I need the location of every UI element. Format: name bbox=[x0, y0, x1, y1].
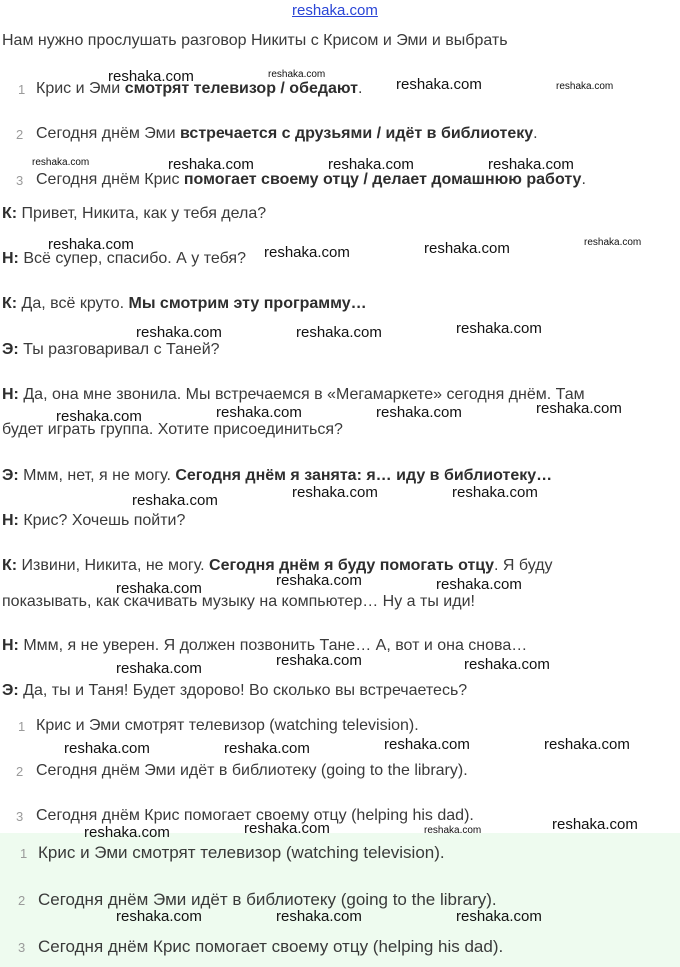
dialogue-line-cont: будет играть группа. Хотите присоединиться? bbox=[2, 421, 343, 438]
final-answer-2: Сегодня днём Эми идёт в библиотеку (going to the library). bbox=[38, 890, 497, 909]
watermark: reshaka.com bbox=[116, 580, 202, 597]
watermark: reshaka.com bbox=[436, 576, 522, 593]
intro-text: Нам нужно прослушать разговор Никиты с Крисом и Эми и выбрать bbox=[2, 32, 508, 49]
dialogue-line: К: Извини, Никита, не могу. Сегодня днём я буду помогать отцу. Я буду bbox=[2, 557, 553, 574]
watermark: reshaka.com bbox=[536, 400, 622, 417]
watermark: reshaka.com bbox=[84, 824, 170, 841]
watermark: reshaka.com bbox=[116, 908, 202, 925]
statement-number: 2 bbox=[16, 127, 24, 142]
dialogue-line: К: Привет, Никита, как у тебя дела? bbox=[2, 205, 267, 222]
watermark: reshaka.com bbox=[376, 404, 462, 421]
answer-number: 1 bbox=[18, 719, 26, 734]
watermark: reshaka.com bbox=[224, 740, 310, 757]
watermark: reshaka.com bbox=[216, 404, 302, 421]
statement-number: 1 bbox=[18, 82, 26, 97]
dialogue-line: Э: Ты разговаривал с Таней? bbox=[2, 341, 220, 358]
watermark: reshaka.com bbox=[328, 156, 414, 173]
dialogue-line: Э: Ммм, нет, я не могу. Сегодня днём я занята: я… иду в библиотеку… bbox=[2, 467, 553, 484]
answer-number: 2 bbox=[16, 764, 24, 779]
watermark: reshaka.com bbox=[32, 157, 90, 168]
watermark: reshaka.com bbox=[424, 240, 510, 257]
watermark: reshaka.com bbox=[424, 825, 482, 836]
dialogue-line: Н: Всё супер, спасибо. А у тебя? bbox=[2, 250, 246, 267]
watermark: reshaka.com bbox=[168, 156, 254, 173]
watermark: reshaka.com bbox=[264, 244, 350, 261]
answer-1: Крис и Эми смотрят телевизор (watching television). bbox=[36, 717, 419, 734]
dialogue-line: Н: Крис? Хочешь пойти? bbox=[2, 512, 186, 529]
site-link[interactable]: reshaka.com bbox=[292, 2, 378, 19]
watermark: reshaka.com bbox=[552, 816, 638, 833]
watermark: reshaka.com bbox=[276, 908, 362, 925]
watermark: reshaka.com bbox=[116, 660, 202, 677]
watermark: reshaka.com bbox=[268, 69, 326, 80]
watermark: reshaka.com bbox=[136, 324, 222, 341]
dialogue-line: К: Да, всё круто. Мы смотрим эту программу… bbox=[2, 295, 367, 312]
watermark: reshaka.com bbox=[276, 652, 362, 669]
watermark: reshaka.com bbox=[584, 237, 642, 248]
answer-number: 3 bbox=[16, 809, 24, 824]
statement-3: Сегодня днём Крис помогает своему отцу / делает домашнюю работу. bbox=[36, 171, 586, 188]
watermark: reshaka.com bbox=[456, 320, 542, 337]
dialogue-line-cont: показывать, как скачивать музыку на компьютер… Ну а ты иди! bbox=[2, 593, 475, 610]
watermark: reshaka.com bbox=[296, 324, 382, 341]
watermark: reshaka.com bbox=[464, 656, 550, 673]
watermark: reshaka.com bbox=[452, 484, 538, 501]
watermark: reshaka.com bbox=[64, 740, 150, 757]
dialogue-line: Н: Да, она мне звонила. Мы встречаемся в «Мегамаркете» сегодня днём. Там bbox=[2, 386, 585, 403]
watermark: reshaka.com bbox=[244, 820, 330, 837]
statement-2: Сегодня днём Эми встречается с друзьями / идёт в библиотеку. bbox=[36, 125, 538, 142]
answer-2: Сегодня днём Эми идёт в библиотеку (going to the library). bbox=[36, 762, 468, 779]
watermark: reshaka.com bbox=[108, 68, 194, 85]
watermark: reshaka.com bbox=[48, 236, 134, 253]
dialogue-line: Э: Да, ты и Таня! Будет здорово! Во сколько вы встречаетесь? bbox=[2, 682, 468, 699]
statement-number: 3 bbox=[16, 173, 24, 188]
watermark: reshaka.com bbox=[396, 76, 482, 93]
final-answer-1: Крис и Эми смотрят телевизор (watching television). bbox=[38, 843, 445, 862]
final-answer-number: 3 bbox=[18, 940, 26, 955]
final-answer-number: 1 bbox=[20, 846, 28, 861]
answer-3: Сегодня днём Крис помогает своему отцу (helping his dad). bbox=[36, 807, 474, 824]
watermark: reshaka.com bbox=[456, 908, 542, 925]
watermark: reshaka.com bbox=[544, 736, 630, 753]
final-answer-number: 2 bbox=[18, 893, 26, 908]
watermark: reshaka.com bbox=[132, 492, 218, 509]
dialogue-line: Н: Ммм, я не уверен. Я должен позвонить Тане… А, вот и она снова… bbox=[2, 637, 528, 654]
final-answer-3: Сегодня днём Крис помогает своему отцу (helping his dad). bbox=[38, 937, 504, 956]
watermark: reshaka.com bbox=[292, 484, 378, 501]
watermark: reshaka.com bbox=[556, 81, 614, 92]
statement-1: Крис и Эми смотрят телевизор / обедают. bbox=[36, 80, 363, 97]
watermark: reshaka.com bbox=[56, 408, 142, 425]
watermark: reshaka.com bbox=[488, 156, 574, 173]
watermark: reshaka.com bbox=[276, 572, 362, 589]
watermark: reshaka.com bbox=[384, 736, 470, 753]
